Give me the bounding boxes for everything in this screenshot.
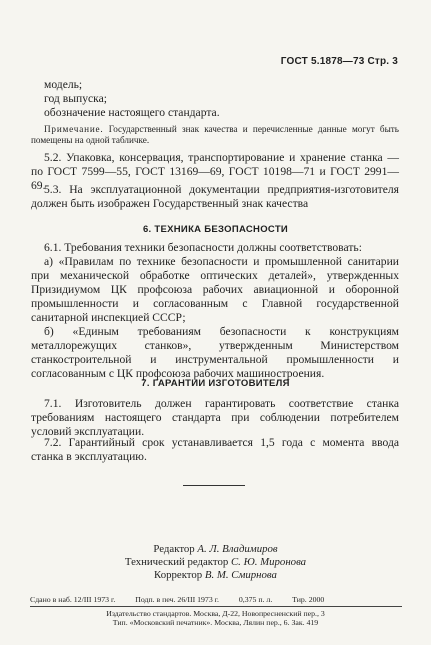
credit-corrector: Корректор В. М. Смирнова [154, 569, 277, 581]
paragraph-7-2: 7.2. Гарантийный срок устанавливается 1,5 года с момента ввода станка в эксплуатацию. [31, 436, 399, 463]
section-6-title: 6. ТЕХНИКА БЕЗОПАСНОСТИ [142, 224, 289, 235]
section-7-title: 7. ГАРАНТИИ ИЗГОТОВИТЕЛЯ [141, 378, 290, 389]
paragraph-7-1: 7.1. Изготовитель должен гарантировать соответствие станка требованиям настоящего стандарта при соблюдении потребителем условий эксплуатации. [31, 397, 399, 438]
signed-for-print: Подп. в печ. 26/III 1973 г. [135, 595, 219, 604]
note-label: Примечание. [44, 124, 104, 134]
paragraph-6-1-a: а) «Правилам по технике безопасности и промышленной санитарии при механической обработке оптических деталей», утвержденных Призидиумом ЦК профсоюза рабочих авиационной и оборонной промышленности и согласованным с Главной государственной санитарной инспекцией СССР; [31, 255, 399, 324]
print-sheets: 0,375 п. л. [238, 595, 273, 604]
note-text: Государственный знак качества и перечисленные данные могут быть помещены на одной табличке. [31, 124, 399, 145]
footer-divider [30, 606, 402, 607]
print-run: Тир. 2000 [292, 595, 325, 604]
note-paragraph [31, 124, 399, 146]
print-info-line [30, 595, 402, 604]
separator-rule [183, 485, 245, 486]
paragraph-6-1-b: б) «Единым требованиям безопасности к конструкциям металлорежущих станков», утвержденным Министерством станкостроительной и инструментальной промышленности и согласованным с ЦК профсоюза рабочих машиностроения. [31, 325, 399, 380]
credit-editor: Редактор А. Л. Владимиров [153, 543, 278, 555]
page-header: ГОСТ 5.1878—73 Стр. 3 [280, 56, 398, 67]
paragraph-5-2: 5.2. Упаковка, консервация, транспортирование и хранение станка — по ГОСТ 7599—55, ГОСТ 13169—69, ГОСТ 10198—71 и ГОСТ 2991—69. [31, 151, 399, 192]
publisher-line: Издательство стандартов. Москва, Д-22, Новопресненский пер., 3 [106, 609, 325, 618]
list-item: год выпуска; [44, 92, 107, 105]
credit-tech-editor: Технический редактор С. Ю. Миронова [124, 556, 307, 568]
sent-to-typesetting: Сдано в наб. 12/III 1973 г. [30, 595, 116, 604]
paragraph-6-1: 6.1. Требования техники безопасности должны соответствовать: а) «Правилам по технике безопасности и промышленной санитарии при механической обработке оптических деталей», утвержденных Призидиумом ЦК профсоюза рабочих авиационной и оборонной промышленности и согласованным с Главной государственной санитарной инспекцией СССР; б) «Единым требованиям безопасности к конструкциям металлорежущих станков», утвержденным Министерством станкостроительной и инструментальной промышленности и согласованным с ЦК профсоюза рабочих машиностроения. [31, 241, 399, 380]
marking-list [31, 78, 399, 120]
list-item: модель; [44, 78, 83, 91]
list-item: обозначение настоящего стандарта. [44, 106, 220, 119]
printer-line: Тип. «Московский печатник». Москва, Лялин пер., 6. Зак. 419 [112, 618, 319, 627]
paragraph-5-3: 5.3. На эксплуатационной документации предприятия-изготовителя должен быть изображен Государственный знак качества [31, 183, 399, 210]
